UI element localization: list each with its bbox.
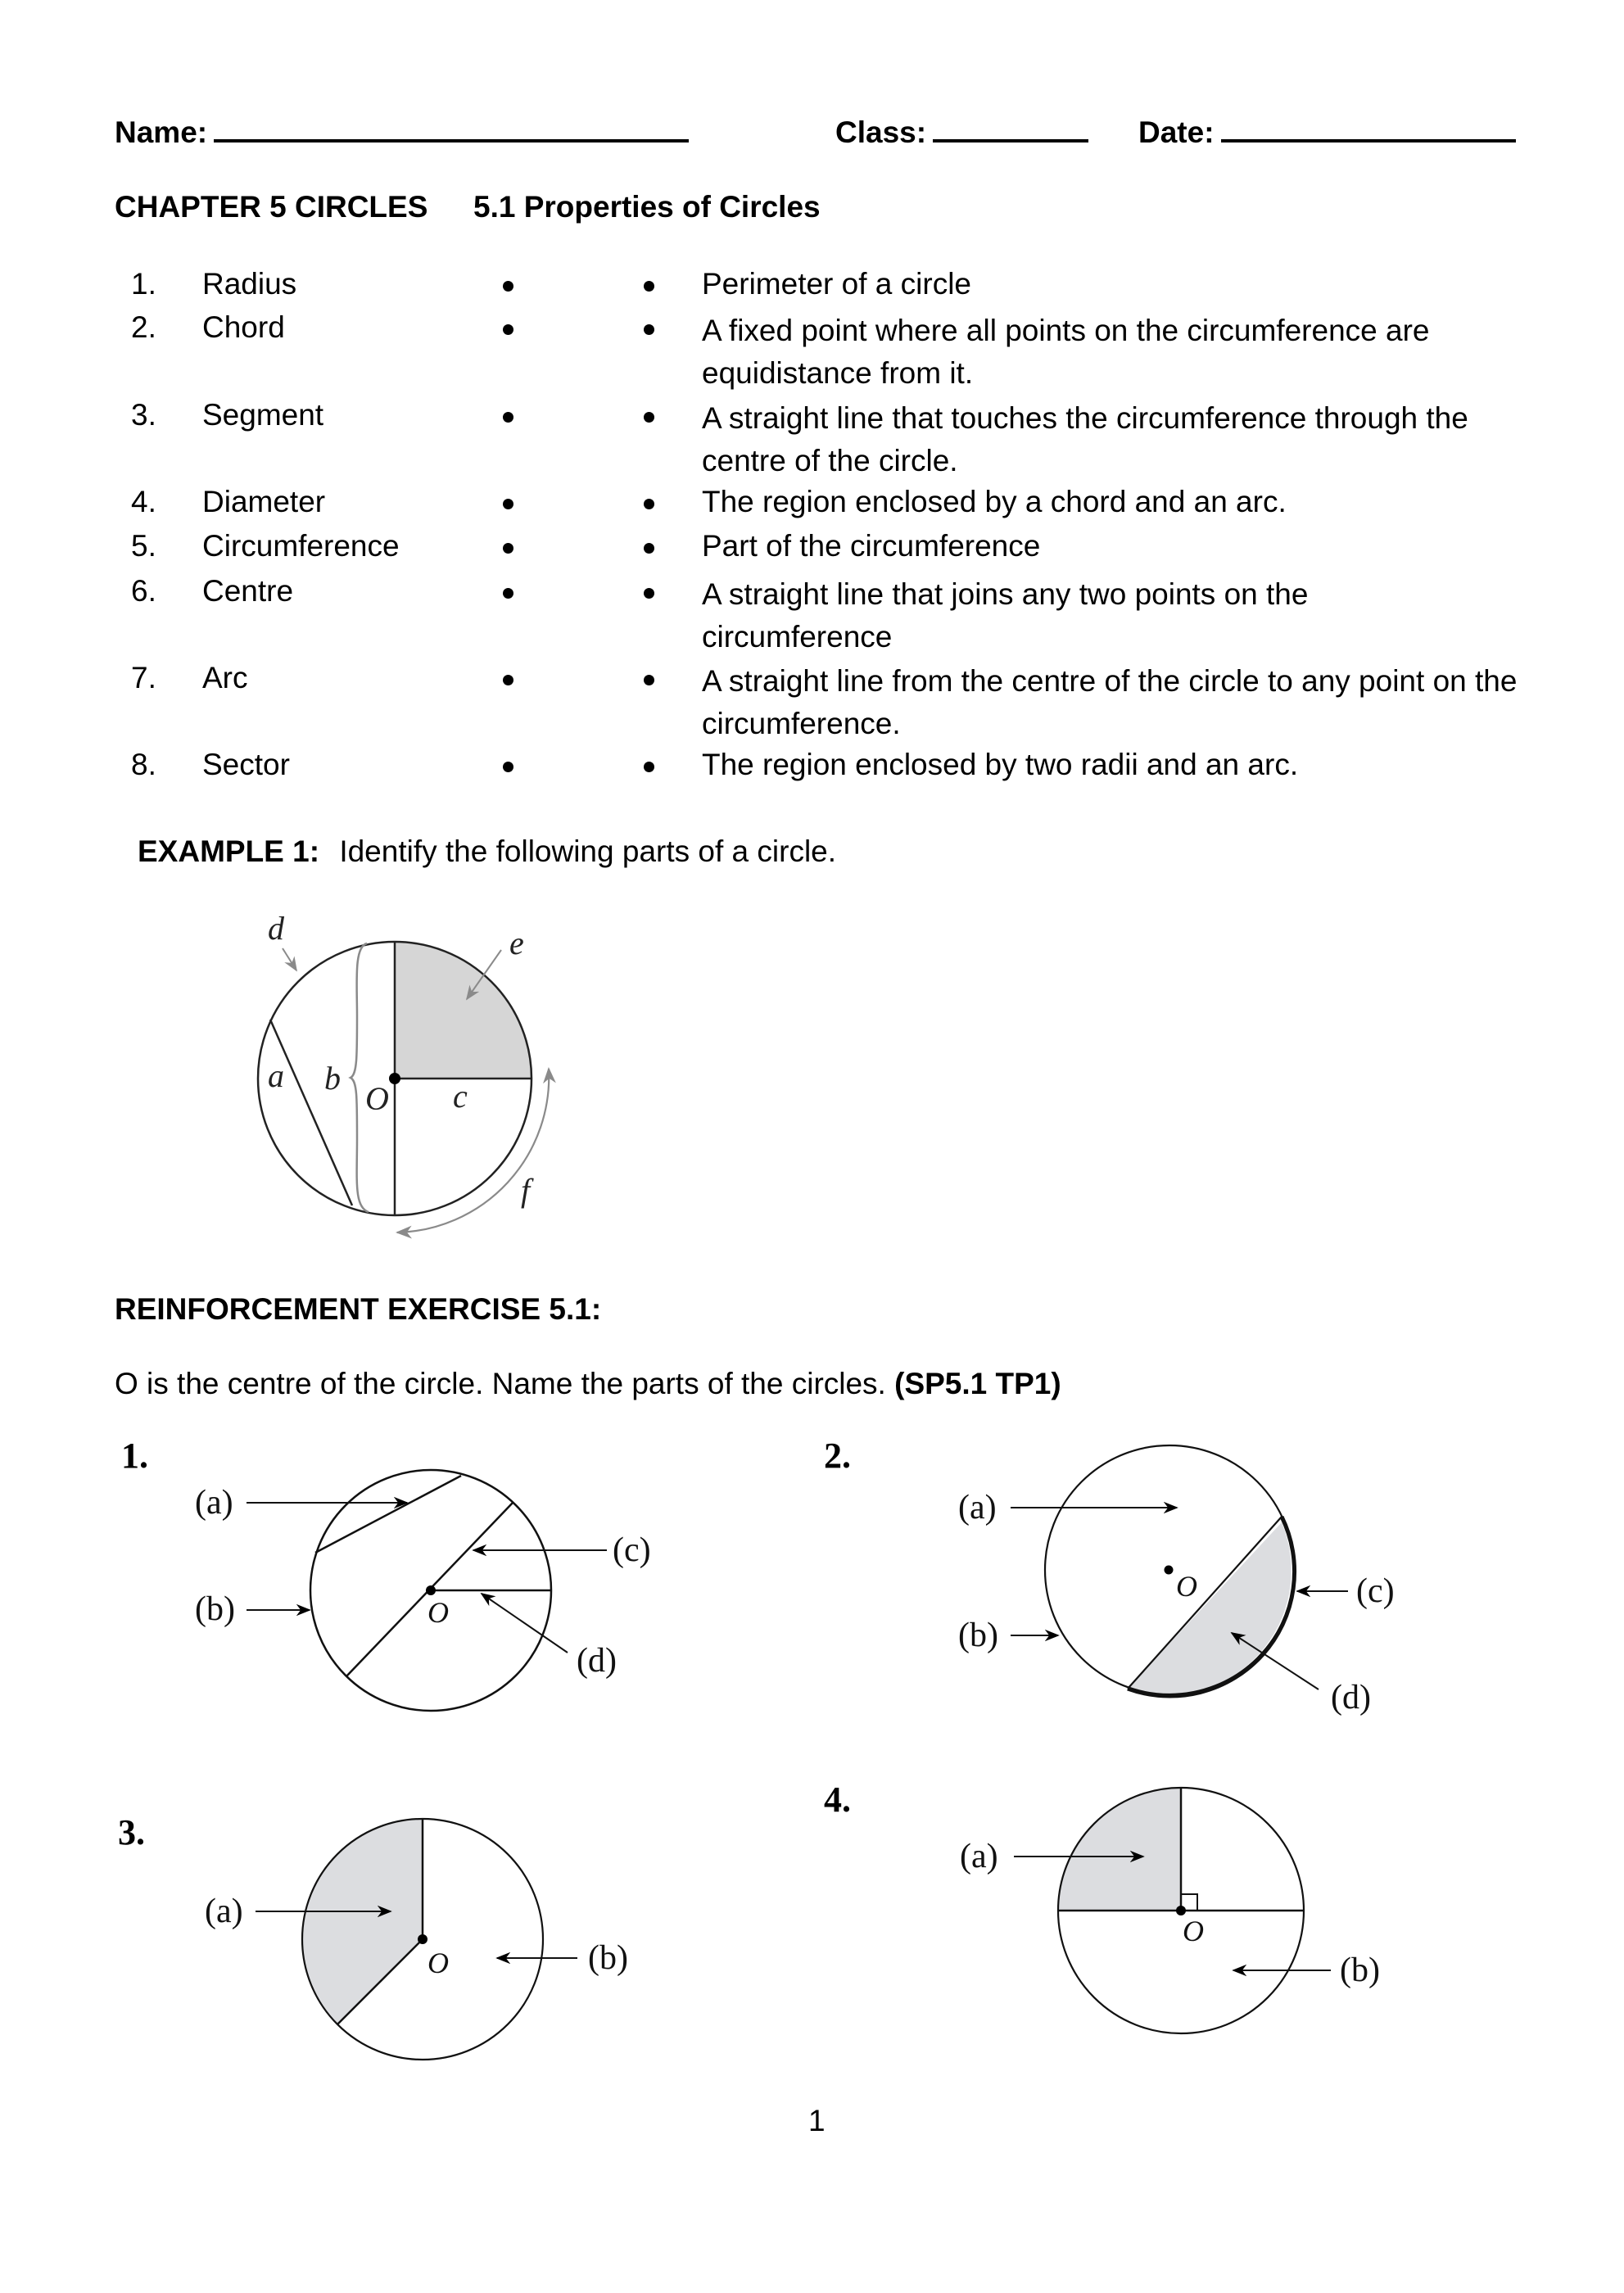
centre-dot — [389, 1073, 400, 1084]
term-number: 1. — [131, 267, 156, 301]
exercise-title: REINFORCEMENT EXERCISE 5.1: — [115, 1292, 602, 1326]
label-f: f — [521, 1172, 531, 1209]
q1-label-d: (d) — [577, 1642, 617, 1680]
q1-label-b: (b) — [195, 1590, 235, 1628]
label-d: d — [268, 910, 284, 947]
question-number: 1. — [121, 1436, 148, 1476]
quadrant-shading — [1058, 1788, 1181, 1911]
centre-dot — [418, 1934, 427, 1944]
date-label: Date: — [1138, 115, 1215, 149]
label-c: c — [453, 1078, 468, 1115]
term-label: Sector — [202, 748, 290, 781]
sector-shading — [395, 942, 532, 1079]
term-number: 3. — [131, 398, 156, 432]
term-label: Diameter — [202, 485, 326, 518]
q3-label-a: (a) — [205, 1893, 243, 1930]
question-number: 4. — [824, 1780, 851, 1820]
q1-label-c: (c) — [613, 1531, 651, 1569]
definition-text: A straight line that touches the circumference through the centre of the circle. — [702, 401, 1468, 477]
q2-label-c: (c) — [1356, 1572, 1395, 1610]
label-e: e — [509, 925, 524, 961]
page-number: 1 — [808, 2104, 826, 2137]
term-number: 8. — [131, 748, 156, 781]
label-a: a — [268, 1057, 284, 1094]
q3-centre-label: O — [427, 1947, 449, 1979]
q2-label-a: (a) — [958, 1489, 997, 1526]
question-number: 2. — [824, 1436, 851, 1476]
definition-text: A straight line from the centre of the circle to any point on the circumference. — [702, 664, 1518, 740]
exercise-instruction — [115, 1366, 1061, 1402]
sector-shading — [302, 1819, 423, 2024]
term-label: Circumference — [202, 529, 400, 563]
centre-dot — [426, 1585, 436, 1595]
brace-icon — [351, 943, 369, 1212]
chapter-title: CHAPTER 5 CIRCLES — [115, 190, 428, 224]
label-b: b — [324, 1060, 341, 1097]
exercise-4-diagram — [1014, 1788, 1331, 2033]
term-label: Chord — [202, 310, 285, 344]
example-instruction: Identify the following parts of a circle. — [339, 834, 837, 868]
q1-centre-label: O — [427, 1596, 449, 1629]
example-circle-diagram — [258, 942, 549, 1232]
label-o: O — [365, 1080, 389, 1117]
definition-text: The region enclosed by two radii and an arc. — [702, 748, 1299, 781]
arrow-d — [283, 948, 296, 970]
definition-text: A fixed point where all points on the circumference are equidistance from it. — [702, 314, 1430, 390]
term-label: Centre — [202, 574, 294, 608]
definition-text: Perimeter of a circle — [702, 267, 971, 301]
section-title: 5.1 Properties of Circles — [473, 190, 821, 224]
skill-code: (SP5.1 TP1) — [894, 1367, 1061, 1400]
term-number: 4. — [131, 485, 156, 518]
term-label: Radius — [202, 267, 297, 301]
definition-text: Part of the circumference — [702, 529, 1041, 563]
exercise-3-diagram — [256, 1819, 577, 2060]
segment-shading — [1128, 1522, 1292, 1695]
chord-line — [270, 1020, 352, 1205]
q1-label-a: (a) — [195, 1484, 233, 1522]
term-number: 6. — [131, 574, 156, 608]
centre-dot — [1165, 1566, 1174, 1575]
term-label: Segment — [202, 398, 324, 432]
definition-text: The region enclosed by a chord and an arc. — [702, 485, 1287, 518]
q2-centre-label: O — [1176, 1570, 1197, 1603]
q4-label-b: (b) — [1340, 1952, 1380, 1989]
q3-label-b: (b) — [588, 1939, 628, 1977]
term-label: Arc — [202, 661, 248, 694]
q4-label-a: (a) — [960, 1838, 998, 1875]
instruction-text: O is the centre of the circle. Name the parts of the circles. — [115, 1367, 895, 1400]
definition-text: A straight line that joins any two points on the circumference — [702, 577, 1309, 654]
example-label: EXAMPLE 1: — [138, 834, 320, 868]
q4-centre-label: O — [1183, 1915, 1204, 1947]
class-label: Class: — [835, 115, 927, 149]
arrow-d — [482, 1594, 568, 1653]
exercise-1-diagram — [247, 1470, 607, 1711]
question-number: 3. — [118, 1812, 145, 1852]
term-number: 2. — [131, 310, 156, 344]
term-number: 7. — [131, 661, 156, 694]
term-number: 5. — [131, 529, 156, 563]
q2-label-d: (d) — [1331, 1679, 1371, 1716]
q2-label-b: (b) — [958, 1617, 998, 1654]
name-label: Name: — [115, 115, 208, 149]
